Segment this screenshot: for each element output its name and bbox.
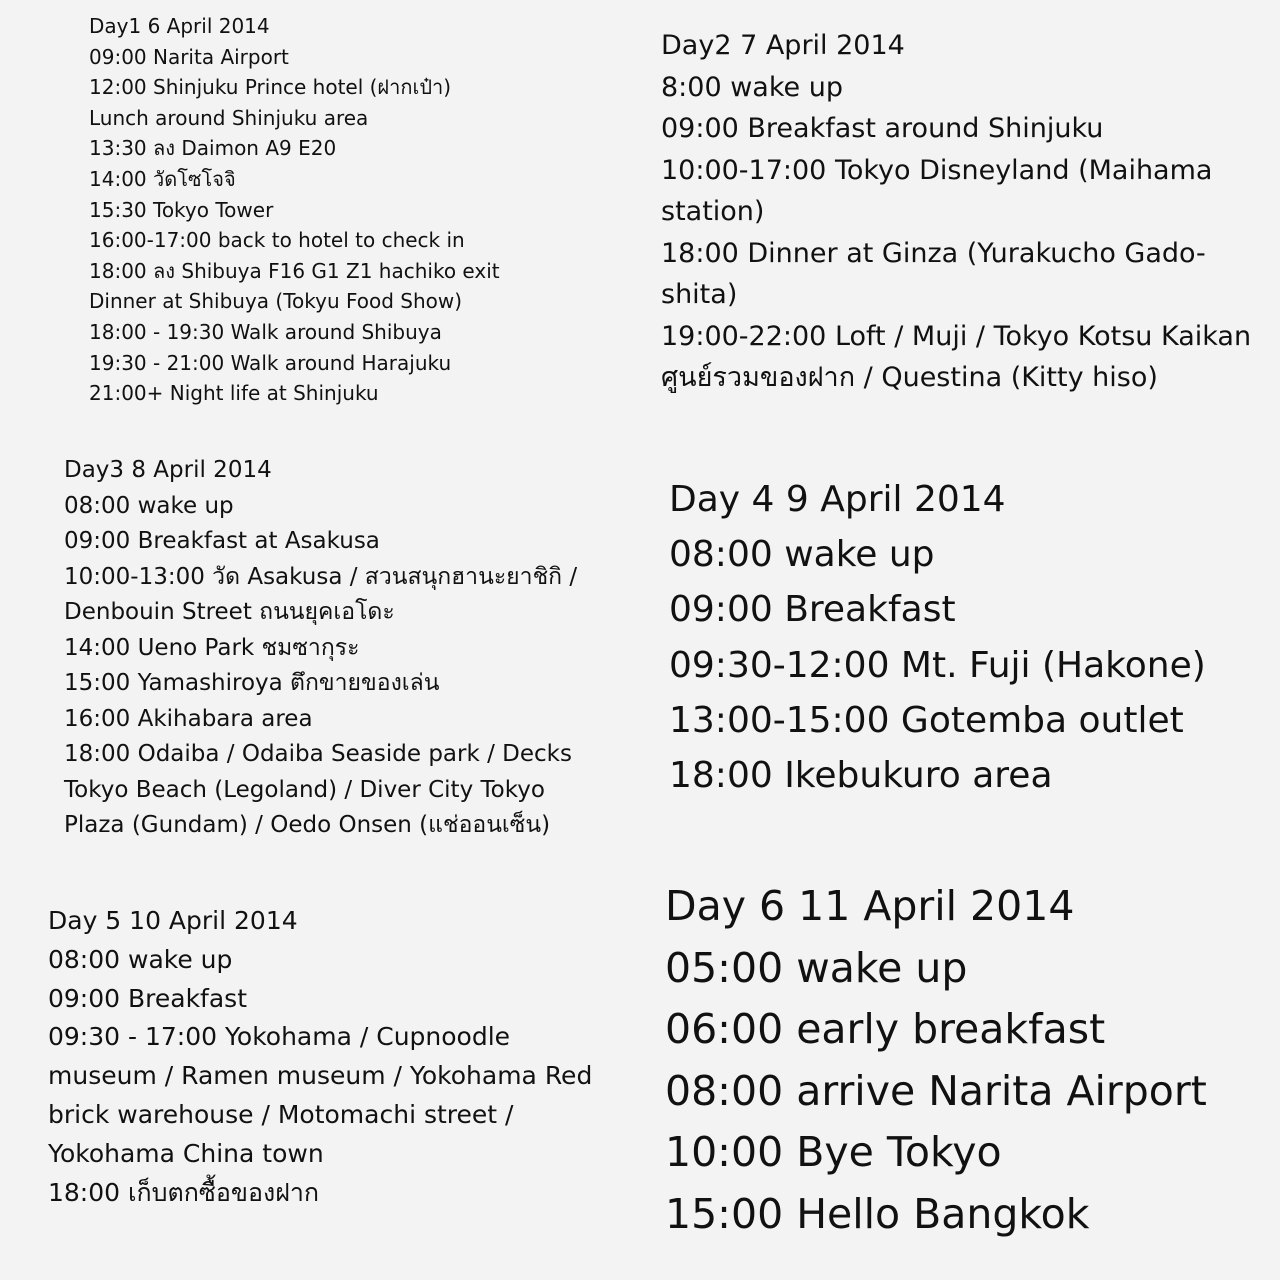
day5-item: 09:30 - 17:00 Yokohama / Cupnoodle	[48, 1022, 511, 1052]
day1-item: 12:00 Shinjuku Prince hotel (ฝากเป๋า)	[89, 75, 452, 100]
day5-schedule	[48, 902, 592, 1212]
day6-item: 06:00 early breakfast	[665, 1005, 1106, 1054]
day6-title: Day 6 11 April 2014	[665, 882, 1075, 930]
day2-item: shita)	[661, 279, 738, 310]
day6-item: 08:00 arrive Narita Airport	[665, 1066, 1207, 1115]
day1-item: 14:00 วัดโซโจจิ	[89, 166, 236, 191]
day1-item: Dinner at Shibuya (Tokyu Food Show)	[89, 289, 463, 314]
day2-item: ศูนย์รวมของฝาก / Questina (Kitty hiso)	[661, 362, 1158, 393]
day4-item: 09:00 Breakfast	[669, 589, 956, 631]
day5-item: Yokohama China town	[48, 1138, 324, 1168]
day2-item: 09:00 Breakfast around Shinjuku	[661, 113, 1104, 144]
day3-item: 14:00 Ueno Park ชมซากุระ	[64, 634, 360, 661]
day3-title: Day3 8 April 2014	[64, 457, 272, 483]
day5-item: brick warehouse / Motomachi street /	[48, 1099, 514, 1129]
day5-item: 08:00 wake up	[48, 944, 233, 974]
day5-title: Day 5 10 April 2014	[48, 906, 298, 935]
day3-item: Tokyo Beach (Legoland) / Diver City Tokyo	[64, 776, 545, 803]
day3-item: 08:00 wake up	[64, 492, 234, 519]
day2-item: 10:00-17:00 Tokyo Disneyland (Maihama	[661, 154, 1213, 186]
day3-item: Plaza (Gundam) / Oedo Onsen (แช่ออนเซ็น)	[64, 812, 551, 838]
day2-item: 19:00-22:00 Loft / Muji / Tokyo Kotsu Kaikan	[661, 320, 1252, 352]
day3-item: 10:00-13:00 วัด Asakusa / สวนสนุกฮานะยาชิกิ /	[64, 563, 578, 590]
day1-item: 19:30 - 21:00 Walk around Harajuku	[89, 350, 452, 375]
day5-item: 18:00 เก็บตกซื้อของฝาก	[48, 1177, 320, 1207]
day1-schedule	[89, 11, 500, 409]
day1-item: 15:30 Tokyo Tower	[89, 197, 274, 222]
day3-item: 09:00 Breakfast at Asakusa	[64, 528, 380, 554]
day3-item: Denbouin Street ถนนยุคเอโดะ	[64, 599, 395, 625]
day4-item: 09:30-12:00 Mt. Fuji (Hakone)	[669, 644, 1206, 686]
day3-item: 16:00 Akihabara area	[64, 705, 313, 732]
day5-item: museum / Ramen museum / Yokohama Red	[48, 1061, 593, 1091]
day6-item: 10:00 Bye Tokyo	[665, 1128, 1002, 1177]
day5-item: 09:00 Breakfast	[48, 983, 247, 1013]
day2-item: 18:00 Dinner at Ginza (Yurakucho Gado-	[661, 237, 1206, 269]
day1-item: 21:00+ Night life at Shinjuku	[89, 381, 379, 406]
day4-item: 13:00-15:00 Gotemba outlet	[669, 699, 1184, 741]
day6-item: 05:00 wake up	[665, 943, 968, 992]
day3-item: 18:00 Odaiba / Odaiba Seaside park / Decks	[64, 741, 572, 767]
day1-item: 18:00 ลง Shibuya F16 G1 Z1 hachiko exit	[89, 258, 500, 283]
day6-schedule	[665, 876, 1207, 1246]
day2-item: station)	[661, 196, 765, 227]
day1-item: 16:00-17:00 back to hotel to check in	[89, 228, 465, 253]
day1-item: 13:30 ลง Daimon A9 E20	[89, 136, 337, 161]
day4-item: 18:00 Ikebukuro area	[669, 755, 1053, 797]
day2-schedule	[661, 25, 1276, 399]
day6-item: 15:00 Hello Bangkok	[665, 1189, 1090, 1238]
day3-schedule	[64, 453, 577, 844]
day4-title: Day 4 9 April 2014	[669, 479, 1006, 520]
day2-title: Day2 7 April 2014	[661, 30, 905, 61]
day2-item: 8:00 wake up	[661, 71, 843, 103]
day4-item: 08:00 wake up	[669, 534, 935, 576]
day4-schedule	[669, 472, 1206, 803]
day3-item: 15:00 Yamashiroya ตึกขายของเล่น	[64, 670, 440, 696]
day1-item: 18:00 - 19:30 Walk around Shibuya	[89, 319, 442, 344]
day1-item: Lunch around Shinjuku area	[89, 105, 369, 130]
day1-title: Day1 6 April 2014	[89, 14, 270, 38]
day1-item: 09:00 Narita Airport	[89, 44, 289, 69]
